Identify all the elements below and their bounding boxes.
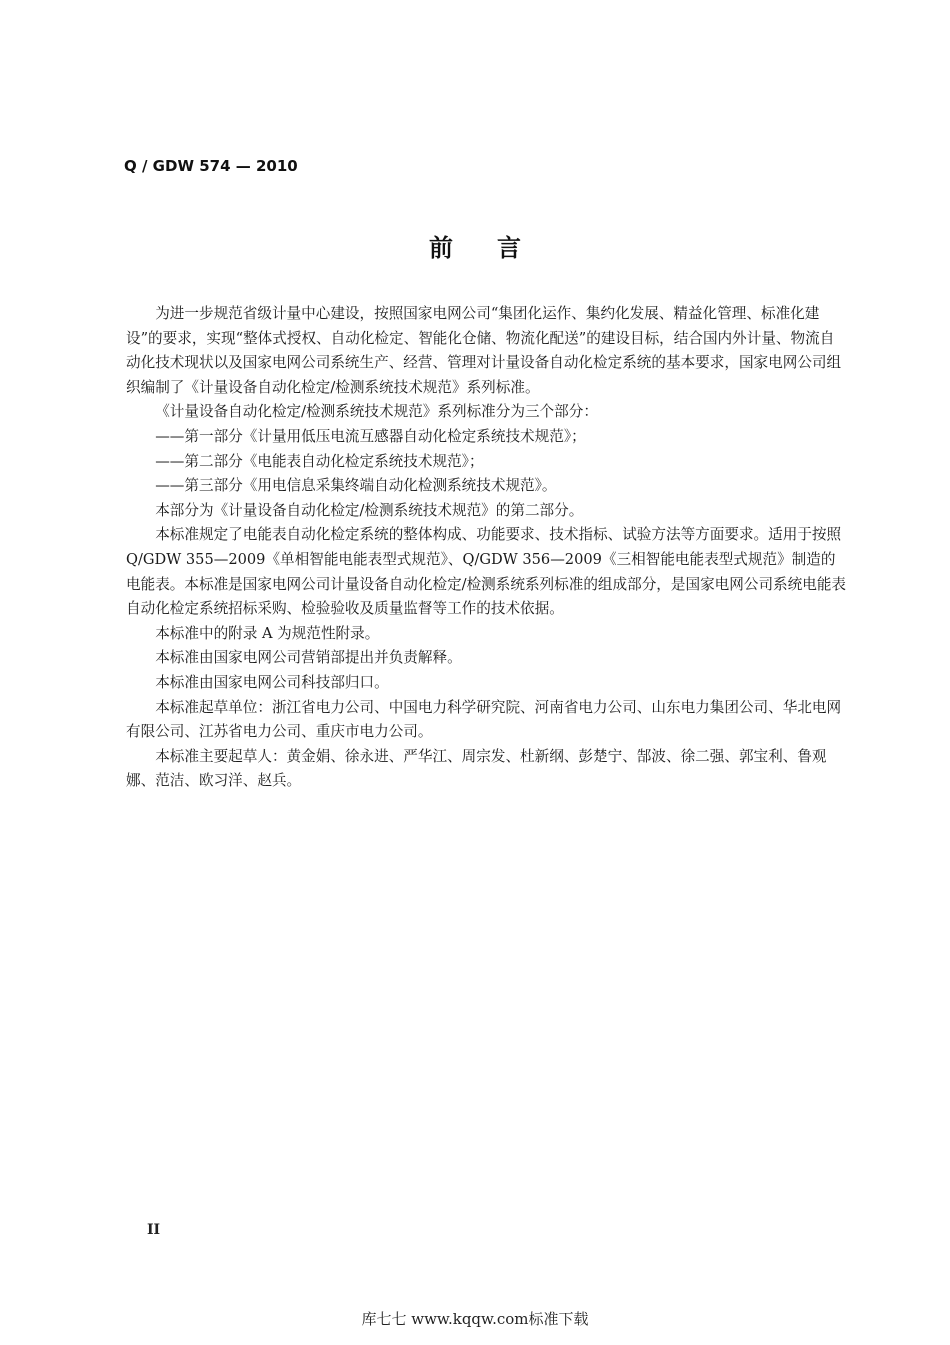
paragraph-drafters: 本标准主要起草人：黄金娟、徐永进、严华江、周宗发、杜新纲、彭楚宁、郜波、徐二强、郭宝利、鲁观娜、范洁、欧习洋、赵兵。 — [126, 747, 827, 790]
paragraph-scope: 本标准规定了电能表自动化检定系统的整体构成、功能要求、技术指标、试验方法等方面要求。适用于按照 Q/GDW 355—2009《单相智能电能表型式规范》、Q/GDW 356—2009《三相智能电能表型式规范》制造的电能表。本标准是国家电网公司计量设备自动化检定/检测系统系列标准的组成部分，是国家电网公司系统电能表自动化检定系统招标采购、检验验收及质量监督等工作的技术依据。 — [126, 526, 847, 618]
list-item-part-two: ——第二部分《电能表自动化检定系统技术规范》； — [155, 452, 484, 470]
list-item-part-three: ——第三部分《用电信息采集终端自动化检测系统技术规范》。 — [155, 477, 557, 495]
page-title: 前言 — [429, 234, 565, 262]
paragraph-appendix: 本标准中的附录 A 为规范性附录。 — [155, 624, 380, 642]
paragraph-proposer: 本标准由国家电网公司营销部提出并负责解释。 — [155, 649, 462, 667]
foreword-body — [126, 302, 846, 794]
paragraph-purpose: 为进一步规范省级计量中心建设，按照国家电网公司“集团化运作、集约化发展、精益化管理、标准化建设”的要求，实现“整体式授权、自动化检定、智能化仓储、物流化配送”的建设目标，结合国内外计量、物流自动化技术现状以及国家电网公司系统生产、经营、管理对计量设备自动化检定系统的基本要求，国家电网公司组织编制了《计量设备自动化检定/检测系统技术规范》系列标准。 — [126, 305, 842, 396]
list-item-part-one: ——第一部分《计量用低压电流互感器自动化检定系统技术规范》； — [155, 427, 586, 445]
paragraph-series-parts: 《计量设备自动化检定/检测系统技术规范》系列标准分为三个部分： — [155, 403, 598, 421]
paragraph-drafting-units: 本标准起草单位：浙江省电力公司、中国电力科学研究院、河南省电力公司、山东电力集团公司、华北电网有限公司、江苏省电力公司、重庆市电力公司。 — [126, 698, 842, 741]
paragraph-centralized: 本标准由国家电网公司科技部归口。 — [155, 673, 389, 691]
paragraph-this-part: 本部分为《计量设备自动化检定/检测系统技术规范》的第二部分。 — [155, 501, 584, 519]
standard-code: Q / GDW 574 — 2010 — [124, 157, 298, 175]
footer-watermark: 库七七 www.kqqw.com标准下载 — [361, 1310, 589, 1328]
page-number: II — [147, 1222, 161, 1238]
